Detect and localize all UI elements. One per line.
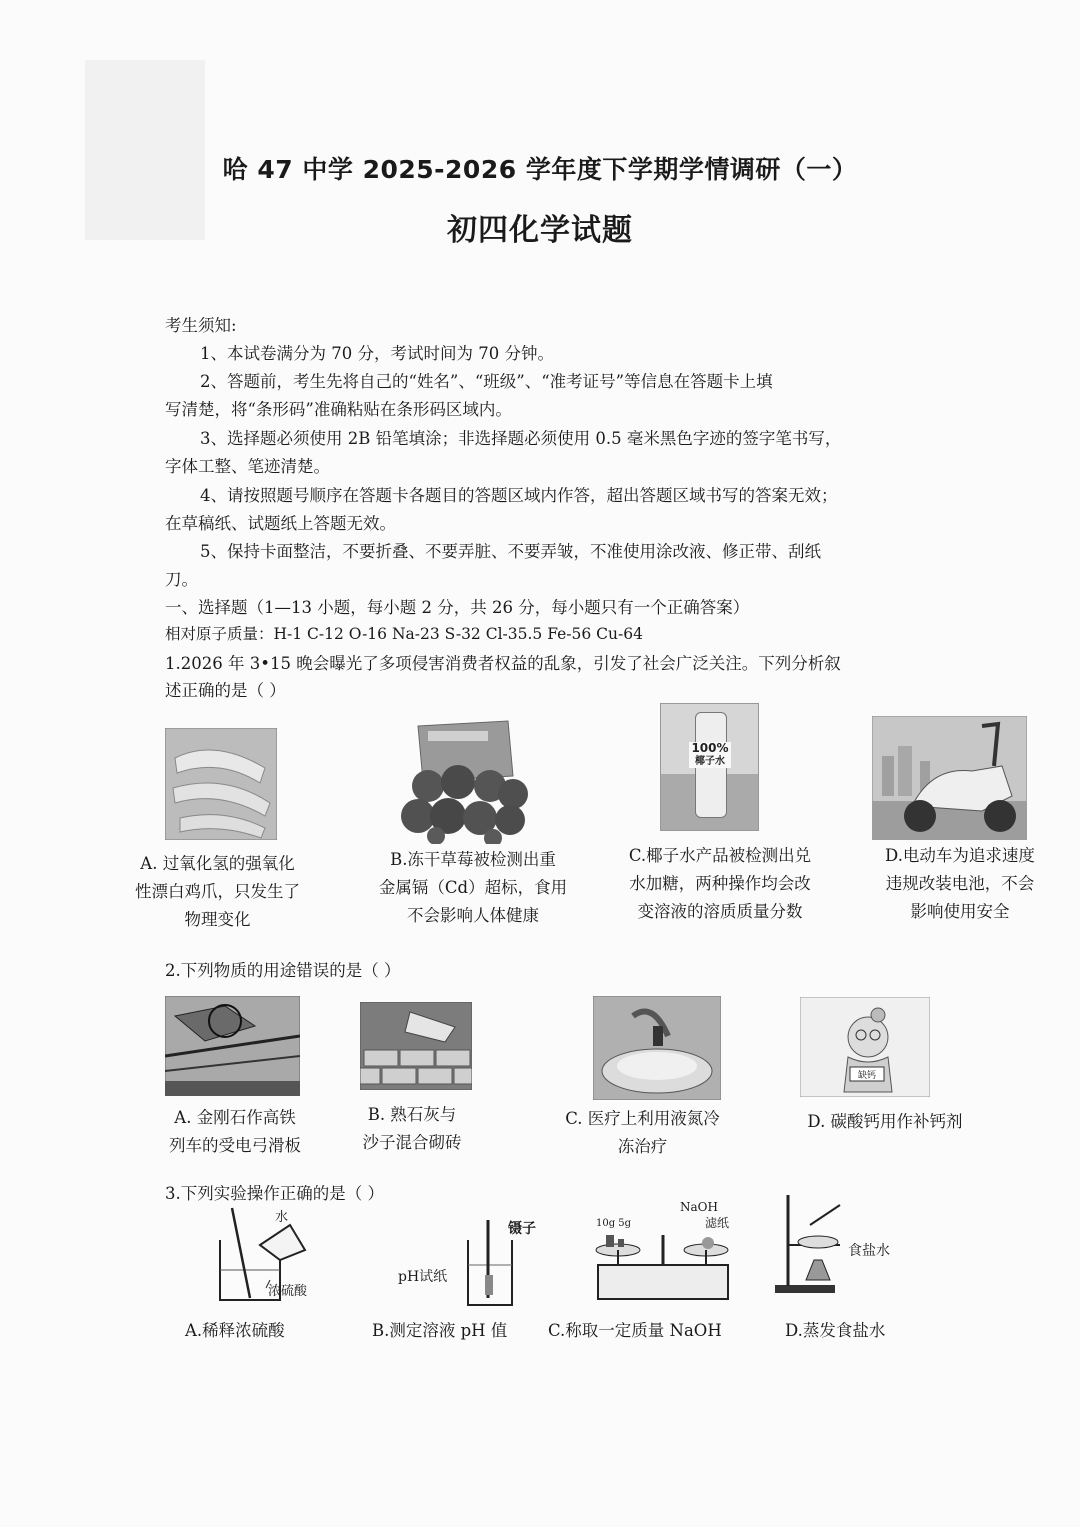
q1-stem: 1.2026 年 3•15 晚会曝光了多项侵害消费者权益的乱象，引发了社会广泛关注。下列分析叙 <box>165 654 841 673</box>
exam-title: 哈 47 中学 2025-2026 学年度下学期学情调研（一） <box>222 155 858 184</box>
notice-item-4-cont: 在草稿纸、试题纸上答题无效。 <box>165 514 396 533</box>
bottle-label-name: 椰子水 <box>695 756 725 767</box>
q2-option-d: D. 碳酸钙用作补钙剂 <box>807 1112 963 1131</box>
atomic-mass: 相对原子质量：H-1 C-12 O-16 Na-23 S-32 Cl-35.5 Fe-56 Cu-64 <box>165 625 643 643</box>
exam-subtitle: 初四化学试题 <box>447 213 633 248</box>
label-tweezers: 镊子 <box>508 1221 536 1237</box>
e-scooter-image <box>872 716 1027 840</box>
notice-item-2-cont: 写清楚，将“条形码”准确粘贴在条形码区域内。 <box>165 400 512 419</box>
label-weights: 10g 5g <box>596 1218 632 1229</box>
chicken-feet-image <box>165 728 277 840</box>
calcium-label: 缺钙 <box>857 1071 877 1081</box>
coconut-water-image <box>660 703 759 831</box>
q3-option-a: A.稀释浓硫酸 <box>185 1321 285 1340</box>
evaporation-diagram <box>770 1190 850 1295</box>
liquid-nitrogen-image <box>593 996 721 1100</box>
q2-option-b: B. 熟石灰与 沙子混合砌砖 <box>362 1105 462 1152</box>
q2-option-c: C. 医疗上利用液氮冷 冻治疗 <box>565 1109 720 1156</box>
label-filter-paper: 滤纸 <box>705 1216 730 1230</box>
section-heading: 一、选择题（1—13 小题，每小题 2 分，共 26 分，每小题只有一个正确答案） <box>165 598 750 617</box>
notice-heading: 考生须知: <box>165 316 237 335</box>
q3-option-c: C.称取一定质量 NaOH <box>548 1321 722 1340</box>
q3-option-b: B.测定溶液 pH 值 <box>372 1321 508 1340</box>
notice-item-1: 1、本试卷满分为 70 分，考试时间为 70 分钟。 <box>200 344 554 363</box>
notice-item-5-cont: 刀。 <box>165 570 198 589</box>
bricklaying-image <box>360 1002 472 1090</box>
pantograph-image <box>165 996 300 1096</box>
notice-item-3-cont: 字体工整、笔迹清楚。 <box>165 457 330 476</box>
q1-option-d: D.电动车为追求速度 违规改装电池，不会 影响使用安全 <box>885 846 1035 921</box>
q3-stem: 3.下列实验操作正确的是（ ） <box>165 1184 384 1203</box>
q1-stem-cont: 述正确的是（ ） <box>165 681 286 700</box>
q1-option-b: B.冻干草莓被检测出重 金属镉（Cd）超标，食用 不会影响人体健康 <box>378 850 568 925</box>
label-water: 水 <box>275 1210 289 1225</box>
freeze-dried-strawberry-image <box>398 716 533 844</box>
bottle-label-percent: 100% <box>691 741 729 755</box>
q2-stem: 2.下列物质的用途错误的是（ ） <box>165 961 401 980</box>
notice-item-4: 4、请按照题号顺序在答题卡各题目的答题区域内作答，超出答题区域书写的答案无效； <box>200 486 838 505</box>
label-salt-water: 食盐水 <box>848 1243 890 1259</box>
notice-item-3: 3、选择题必须使用 2B 铅笔填涂；非选择题必须使用 0.5 毫米黑色字迹的签字笔书写， <box>200 429 842 448</box>
q3-option-d: D.蒸发食盐水 <box>785 1321 886 1340</box>
q1-option-c: C.椰子水产品被检测出兑 水加糖，两种操作均会改 变溶液的溶质质量分数 <box>628 846 812 921</box>
label-naoh: NaOH <box>680 1200 718 1214</box>
q1-option-a: A. 过氧化氢的强氧化 性漂白鸡爪，只发生了 物理变化 <box>135 854 300 929</box>
label-conc-acid: 浓硫酸 <box>268 1284 308 1299</box>
q2-option-a: A. 金刚石作高铁 列车的受电弓滑板 <box>169 1108 301 1155</box>
calcium-supplement-image <box>800 997 930 1097</box>
notice-item-5: 5、保持卡面整洁，不要折叠、不要弄脏、不要弄皱，不准使用涂改液、修正带、刮纸 <box>200 542 821 561</box>
notice-item-2: 2、答题前，考生先将自己的“姓名”、“班级”、“准考证号”等信息在答题卡上填 <box>200 372 773 391</box>
label-ph-paper: pH试纸 <box>398 1269 448 1285</box>
